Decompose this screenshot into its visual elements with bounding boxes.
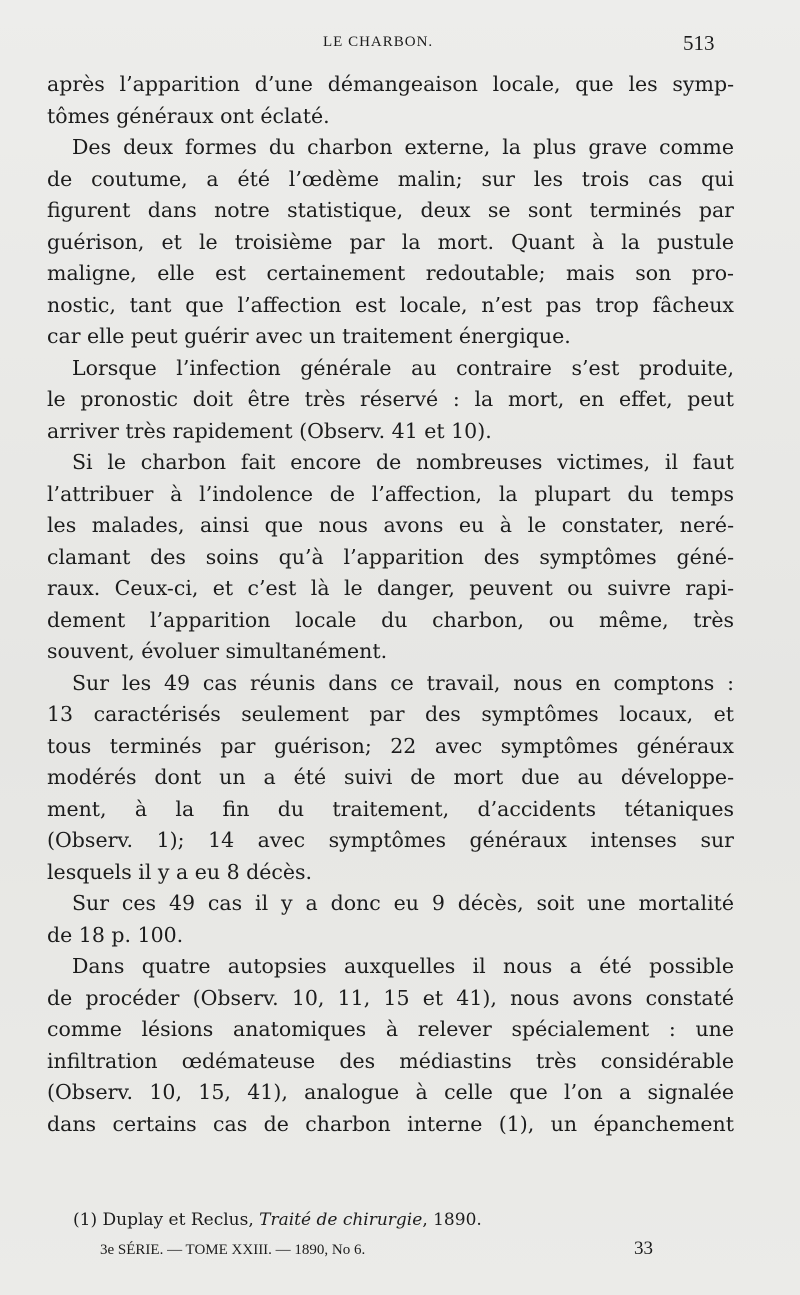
- text-line: 13 caractérisés seulement par des symptômes locaux, et: [47, 702, 734, 726]
- text-line: nostic, tant que l’affection est locale, n’est pas trop fâcheux: [47, 292, 734, 317]
- text-line: Dans quatre autopsies auxquelles il nous a été possible: [72, 954, 734, 978]
- text-line: clamant des soins qu’à l’apparition des symptômes géné-: [47, 544, 734, 569]
- text-line: les malades, ainsi que nous avons eu à le constater, neré-: [47, 513, 734, 537]
- text-line: Si le charbon fait encore de nombreuses victimes, il faut: [72, 450, 734, 474]
- page-number: 513: [683, 31, 715, 55]
- text-line: raux. Ceux-ci, et c’est là le danger, peuvent ou suivre rapi-: [47, 576, 734, 600]
- text-line: Sur les 49 cas réunis dans ce travail, nous en comptons :: [72, 670, 734, 695]
- text-line: de 18 p. 100.: [47, 922, 184, 947]
- text-line: de coutume, a été l’œdème malin; sur les trois cas qui: [47, 166, 734, 191]
- text-line: maligne, elle est certainement redoutable; mais son pro-: [47, 261, 734, 285]
- footnote-title: Traité de chirurgie: [259, 1210, 423, 1230]
- footnote-author: Duplay et Reclus,: [102, 1210, 254, 1230]
- signature-number: 33: [634, 1238, 653, 1259]
- text-line: le pronostic doit être très réservé : la mort, en effet, peut: [47, 387, 734, 411]
- text-line: lesquels il y a eu 8 décès.: [47, 859, 313, 884]
- footnote: [73, 1210, 482, 1230]
- text-line: comme lésions anatomiques à relever spécialement : une: [47, 1017, 734, 1041]
- text-line: Des deux formes du charbon externe, la plus grave comme: [72, 135, 734, 159]
- text-line: dans certains cas de charbon interne (1), un épanchement: [47, 1111, 734, 1136]
- footnote-marker: (1): [73, 1210, 98, 1230]
- text-line: tous terminés par guérison; 22 avec symptômes généraux: [47, 733, 734, 758]
- text-line: dement l’apparition locale du charbon, ou même, très: [47, 607, 734, 632]
- text-line: figurent dans notre statistique, deux se sont terminés par: [47, 198, 734, 222]
- body-text: [47, 69, 734, 1140]
- text-line: après l’apparition d’une démangeaison locale, que les symp-: [47, 72, 734, 96]
- text-line: infiltration œdémateuse des médiastins très considérable: [47, 1048, 734, 1073]
- printer-signature: 3e SÉRIE. — TOME XXIII. — 1890, No 6.: [100, 1242, 366, 1258]
- text-line: tômes généraux ont éclaté.: [47, 103, 330, 128]
- text-line: Lorsque l’infection générale au contraire s’est produite,: [72, 355, 734, 380]
- text-line: Sur ces 49 cas il y a donc eu 9 décès, soit une mortalité: [72, 891, 734, 915]
- text-line: car elle peut guérir avec un traitement énergique.: [47, 324, 571, 348]
- running-head: [0, 31, 800, 58]
- text-line: modérés dont un a été suivi de mort due au développe-: [47, 765, 734, 789]
- text-line: (Observ. 1); 14 avec symptômes généraux intenses sur: [47, 828, 734, 852]
- text-line: (Observ. 10, 15, 41), analogue à celle que l’on a signalée: [47, 1080, 734, 1104]
- text-line: souvent, évoluer simultanément.: [47, 639, 388, 663]
- running-title: LE CHARBON.: [323, 34, 434, 50]
- text-line: ment, à la fin du traitement, d’accidents tétaniques: [47, 796, 734, 821]
- text-line: de procéder (Observ. 10, 11, 15 et 41), nous avons constaté: [47, 985, 734, 1010]
- text-line: arriver très rapidement (Observ. 41 et 10).: [47, 418, 492, 443]
- footnote-year: , 1890.: [422, 1210, 482, 1230]
- text-line: guérison, et le troisième par la mort. Quant à la pustule: [47, 229, 734, 254]
- text-line: l’attribuer à l’indolence de l’affection, la plupart du temps: [47, 481, 734, 506]
